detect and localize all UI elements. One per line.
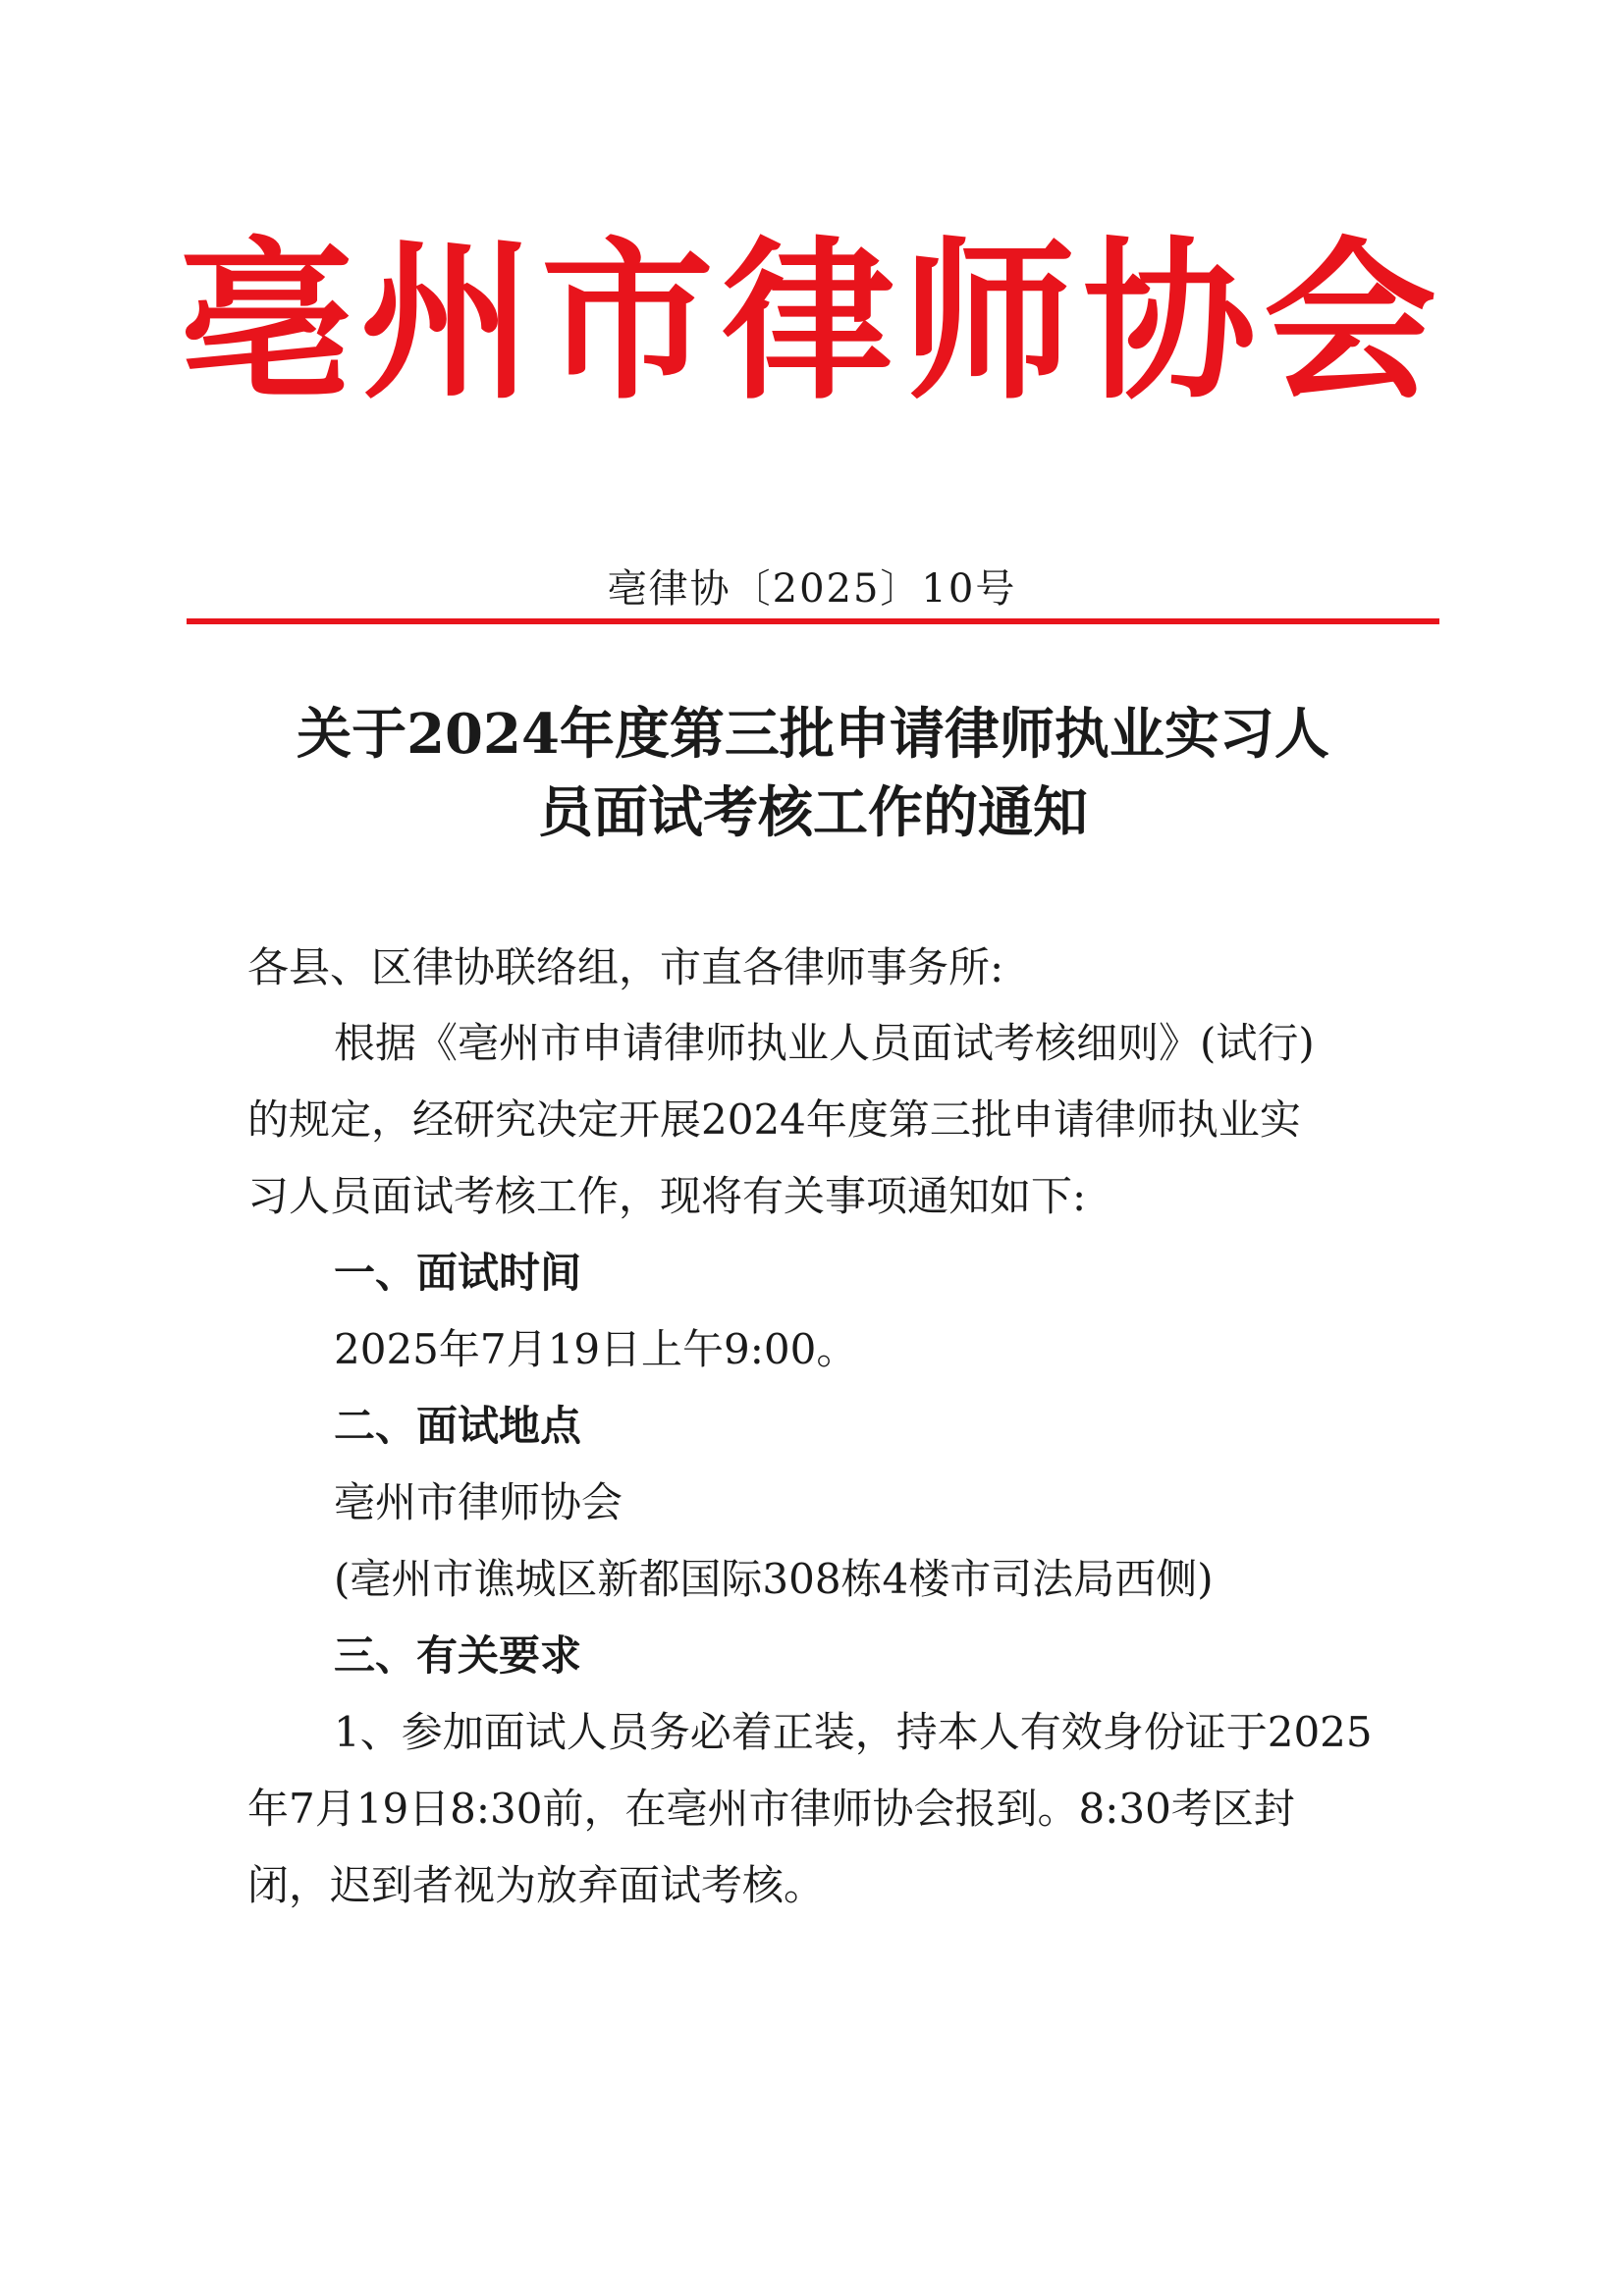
requirement-1-line-1: 1、参加面试人员务必着正装，持本人有效身份证于2025 — [334, 1708, 1373, 1756]
section-2-heading: 二、面试地点 — [334, 1402, 582, 1450]
section-3-heading: 三、有关要求 — [334, 1631, 582, 1680]
notice-title-line-1: 关于2024年度第三批申请律师执业实习人 — [297, 702, 1329, 767]
interview-address: (亳州市谯城区新都国际308栋4楼市司法局西侧) — [334, 1555, 1214, 1603]
requirement-1-line-3: 闭，迟到者视为放弃面试考核。 — [247, 1861, 826, 1909]
salutation: 各县、区律协联络组，市直各律师事务所: — [247, 943, 1004, 991]
masthead-title: 亳州市律师协会 — [179, 220, 1444, 423]
notice-title-line-2: 员面试考核工作的通知 — [538, 780, 1088, 845]
intro-line-3: 习人员面试考核工作，现将有关事项通知如下: — [247, 1172, 1087, 1220]
interview-time: 2025年7月19日上午9:00。 — [334, 1325, 858, 1373]
section-1-heading: 一、面试时间 — [334, 1249, 582, 1297]
document-number: 亳律协〔2025〕10号 — [607, 566, 1017, 612]
requirement-1-line-2: 年7月19日8:30前，在亳州市律师协会报到。8:30考区封 — [247, 1785, 1295, 1833]
intro-line-1: 根据《亳州市申请律师执业人员面试考核细则》(试行) — [334, 1019, 1315, 1067]
interview-place: 亳州市律师协会 — [334, 1478, 623, 1526]
red-divider-line — [187, 618, 1439, 624]
intro-line-2: 的规定，经研究决定开展2024年度第三批申请律师执业实 — [247, 1095, 1301, 1144]
